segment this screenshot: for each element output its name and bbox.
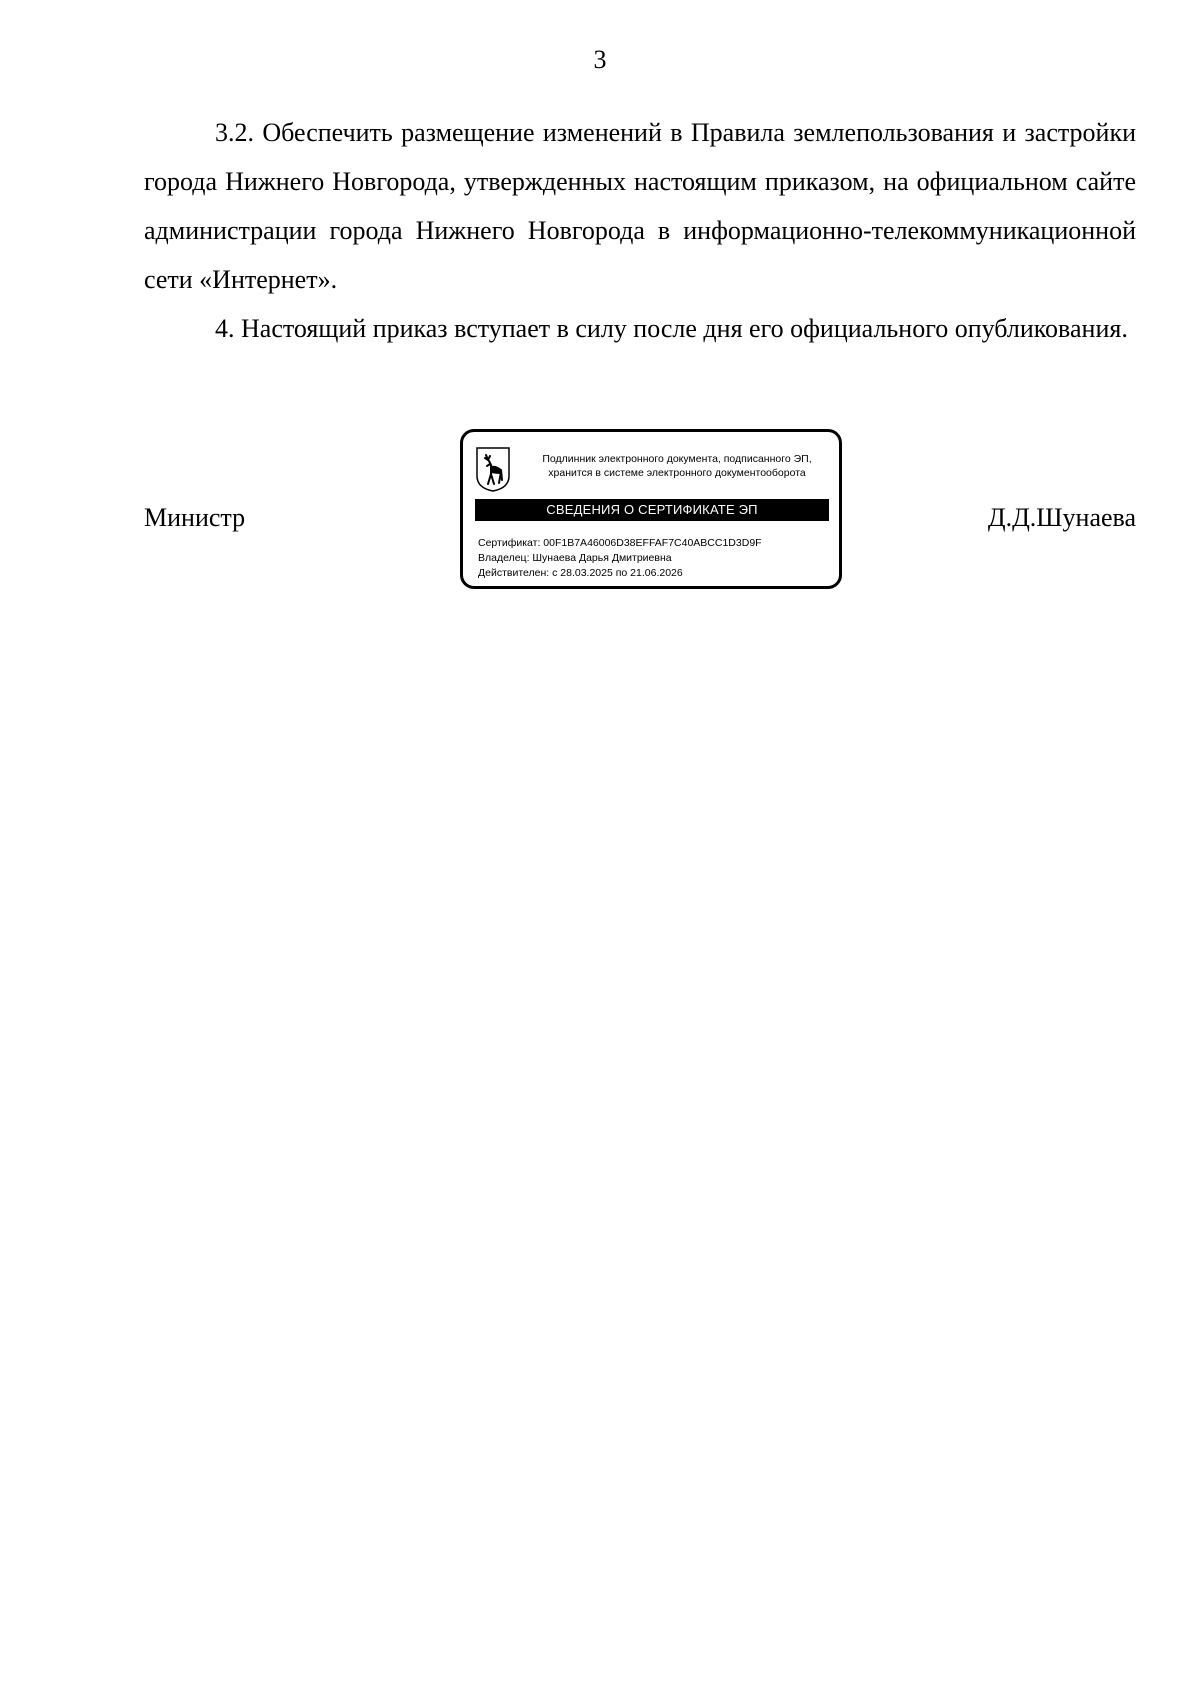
signer-title: Министр (144, 503, 246, 532)
stamp-header-line-2: хранится в системе электронного документооборота (548, 467, 806, 479)
paragraph-4: 4. Настоящий приказ вступает в силу после дня его официального опубликования. (215, 314, 1128, 343)
stamp-certificate-title: СВЕДЕНИЯ О СЕРТИФИКАТЕ ЭП (475, 499, 829, 521)
page-number: 3 (593, 45, 607, 74)
stamp-owner: Владелец: Шунаева Дарья Дмитриевна (478, 552, 672, 564)
document-body (144, 108, 1136, 353)
deer-coat-of-arms-icon (475, 446, 511, 492)
electronic-signature-stamp (460, 429, 842, 589)
stamp-header-line-1: Подлинник электронного документа, подписанного ЭП, (542, 453, 812, 465)
paragraph-3-2: 3.2. Обеспечить размещение изменений в Правила землепользования и застройки города Нижнего Новгорода, утвержденных настоящим приказом, на официальном сайте администрации города Нижнего Новгорода в информационно-телекоммуникационной сети «Интернет». (144, 118, 1136, 294)
stamp-certificate-number: Сертификат: 00F1B7A46006D38EFFAF7C40ABCC1D3D9F (478, 537, 762, 549)
stamp-details (478, 536, 762, 581)
stamp-validity: Действителен: с 28.03.2025 по 21.06.2026 (478, 567, 683, 579)
signer-name: Д.Д.Шунаева (987, 503, 1136, 532)
stamp-header (521, 452, 833, 480)
